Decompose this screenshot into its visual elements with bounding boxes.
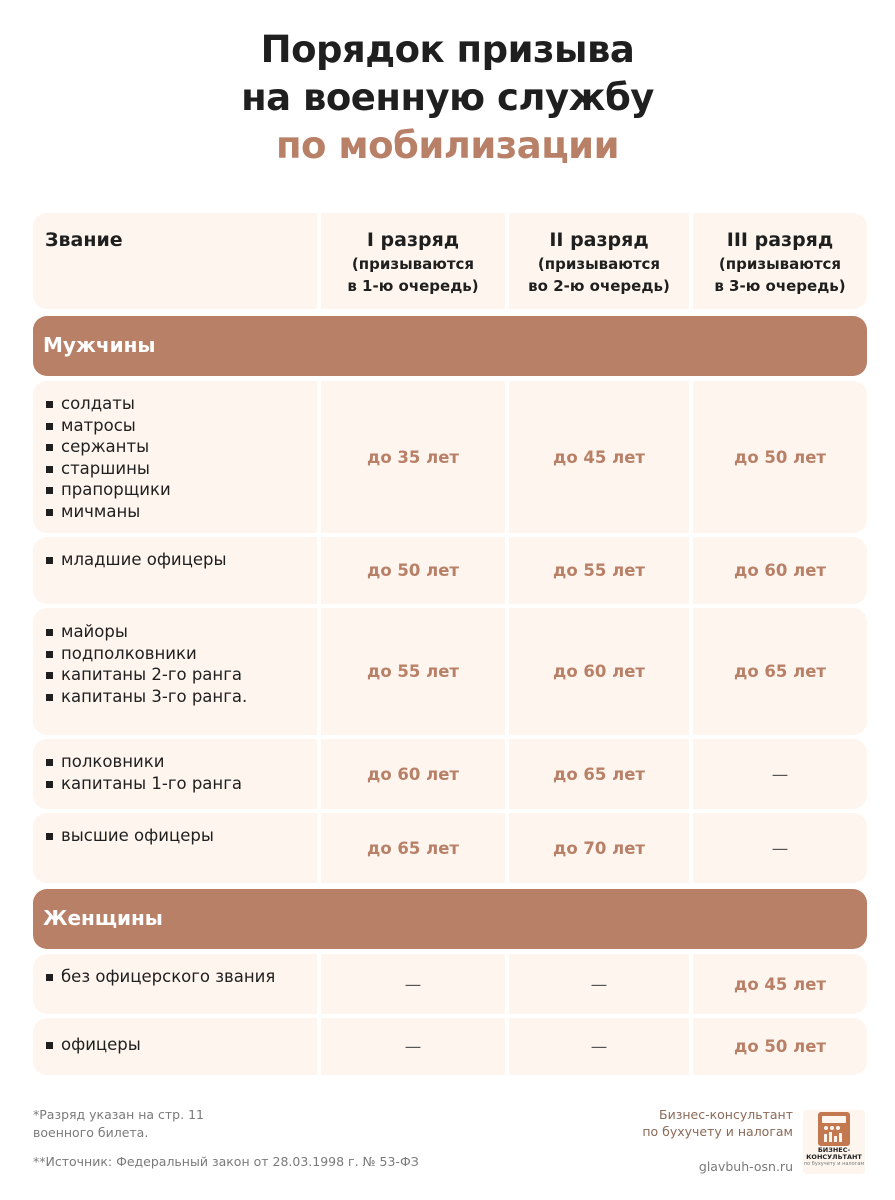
- rank-item: капитаны 3-го ранга.: [45, 686, 317, 708]
- header-category-1: I разряд (призываются в 1-ю очередь): [321, 213, 505, 309]
- footnote-1-line-2: военного билета.: [33, 1125, 149, 1140]
- rank-cell: [33, 1018, 317, 1075]
- table-row: [33, 739, 867, 809]
- age-cell-3: [693, 608, 867, 735]
- age-cell-2: [509, 537, 689, 604]
- rank-item: старшины: [45, 458, 317, 480]
- age-limit: до 45 лет: [553, 447, 645, 467]
- age-limit: —: [590, 1037, 608, 1056]
- header-category-2: II разряд (призываются во 2-ю очередь): [509, 213, 689, 309]
- table-row: [33, 608, 867, 735]
- rank-item: полковники: [45, 751, 317, 773]
- rank-item: подполковники: [45, 643, 317, 665]
- rank-item: без офицерского звания: [45, 966, 317, 988]
- page-title: [0, 26, 895, 170]
- rank-item: младшие офицеры: [45, 549, 317, 571]
- age-limit: до 45 лет: [734, 974, 826, 994]
- age-cell-1: [321, 739, 505, 809]
- rank-item: высшие офицеры: [45, 825, 317, 847]
- table-row: [33, 954, 867, 1014]
- table-row: [33, 381, 867, 533]
- section-men-label: Мужчины: [43, 333, 156, 357]
- brand-tagline: по бухучету и налогам: [642, 1124, 793, 1139]
- logo-text: БИЗНЕС- КОНСУЛЬТАНТ по бухучету и налогам: [803, 1146, 865, 1167]
- age-limit: до 65 лет: [367, 838, 459, 858]
- table-row: [33, 537, 867, 604]
- rank-item: офицеры: [45, 1034, 317, 1056]
- age-limit: —: [404, 974, 422, 994]
- age-limit: до 60 лет: [553, 662, 645, 681]
- header-rank: Звание: [33, 213, 317, 309]
- age-cell-2: [509, 954, 689, 1014]
- age-cell-3: [693, 813, 867, 883]
- calculator-icon: [818, 1112, 850, 1146]
- section-women-label: Женщины: [43, 906, 163, 930]
- age-cell-1: [321, 537, 505, 604]
- rank-cell: [33, 537, 317, 604]
- age-limit: до 60 лет: [734, 561, 826, 580]
- rank-cell: [33, 954, 317, 1014]
- age-cell-1: [321, 1018, 505, 1075]
- rank-item: солдаты: [45, 393, 317, 415]
- title-line-2: на военную службу: [241, 76, 654, 119]
- brand-block: [642, 1106, 793, 1175]
- age-cell-1: [321, 954, 505, 1014]
- age-cell-3: [693, 381, 867, 533]
- age-cell-1: [321, 813, 505, 883]
- table-row: [33, 813, 867, 883]
- age-limit: —: [771, 838, 789, 858]
- rank-item: сержанты: [45, 436, 317, 458]
- age-limit: до 60 лет: [367, 764, 459, 784]
- age-cell-1: [321, 608, 505, 735]
- age-limit: до 70 лет: [553, 838, 645, 858]
- rank-item: капитаны 1-го ранга: [45, 773, 317, 795]
- age-limit: —: [590, 974, 608, 994]
- brand-logo: [803, 1110, 865, 1174]
- age-limit: до 55 лет: [367, 662, 459, 681]
- brand-name: Бизнес-консультант: [659, 1107, 793, 1122]
- age-cell-2: [509, 381, 689, 533]
- section-men: [33, 316, 867, 376]
- age-limit: до 50 лет: [734, 1037, 826, 1056]
- table-header-row: [33, 213, 867, 309]
- age-cell-3: [693, 537, 867, 604]
- rank-cell: [33, 813, 317, 883]
- rank-item: матросы: [45, 415, 317, 437]
- footnotes: [33, 1106, 419, 1171]
- header-category-3: III разряд (призываются в 3-ю очередь): [693, 213, 867, 309]
- age-cell-1: [321, 381, 505, 533]
- footnote-1-line-1: *Разряд указан на стр. 11: [33, 1107, 204, 1122]
- age-limit: до 50 лет: [734, 447, 826, 467]
- age-limit: до 50 лет: [367, 561, 459, 580]
- rank-item: прапорщики: [45, 479, 317, 501]
- brand-url-link[interactable]: glavbuh-osn.ru: [698, 1159, 793, 1174]
- table-row: [33, 1018, 867, 1075]
- age-limit: —: [404, 1037, 422, 1056]
- age-limit: до 55 лет: [553, 561, 645, 580]
- rank-item: капитаны 2-го ранга: [45, 664, 317, 686]
- rank-cell: [33, 381, 317, 533]
- section-women: [33, 889, 867, 949]
- rank-cell: [33, 608, 317, 735]
- title-line-3: по мобилизации: [275, 124, 620, 167]
- age-cell-3: [693, 1018, 867, 1075]
- footnote-2: **Источник: Федеральный закон от 28.03.1998 г. № 53-ФЗ: [33, 1154, 419, 1169]
- rank-cell: [33, 739, 317, 809]
- age-limit: —: [771, 764, 789, 784]
- age-cell-2: [509, 1018, 689, 1075]
- age-cell-3: [693, 739, 867, 809]
- age-limit: до 65 лет: [553, 764, 645, 784]
- age-cell-2: [509, 608, 689, 735]
- title-line-1: Порядок призыва: [260, 28, 635, 71]
- age-limit: до 65 лет: [734, 662, 826, 681]
- age-cell-2: [509, 813, 689, 883]
- age-cell-3: [693, 954, 867, 1014]
- rank-item: майоры: [45, 621, 317, 643]
- age-limit: до 35 лет: [367, 447, 459, 467]
- rank-item: мичманы: [45, 501, 317, 523]
- age-cell-2: [509, 739, 689, 809]
